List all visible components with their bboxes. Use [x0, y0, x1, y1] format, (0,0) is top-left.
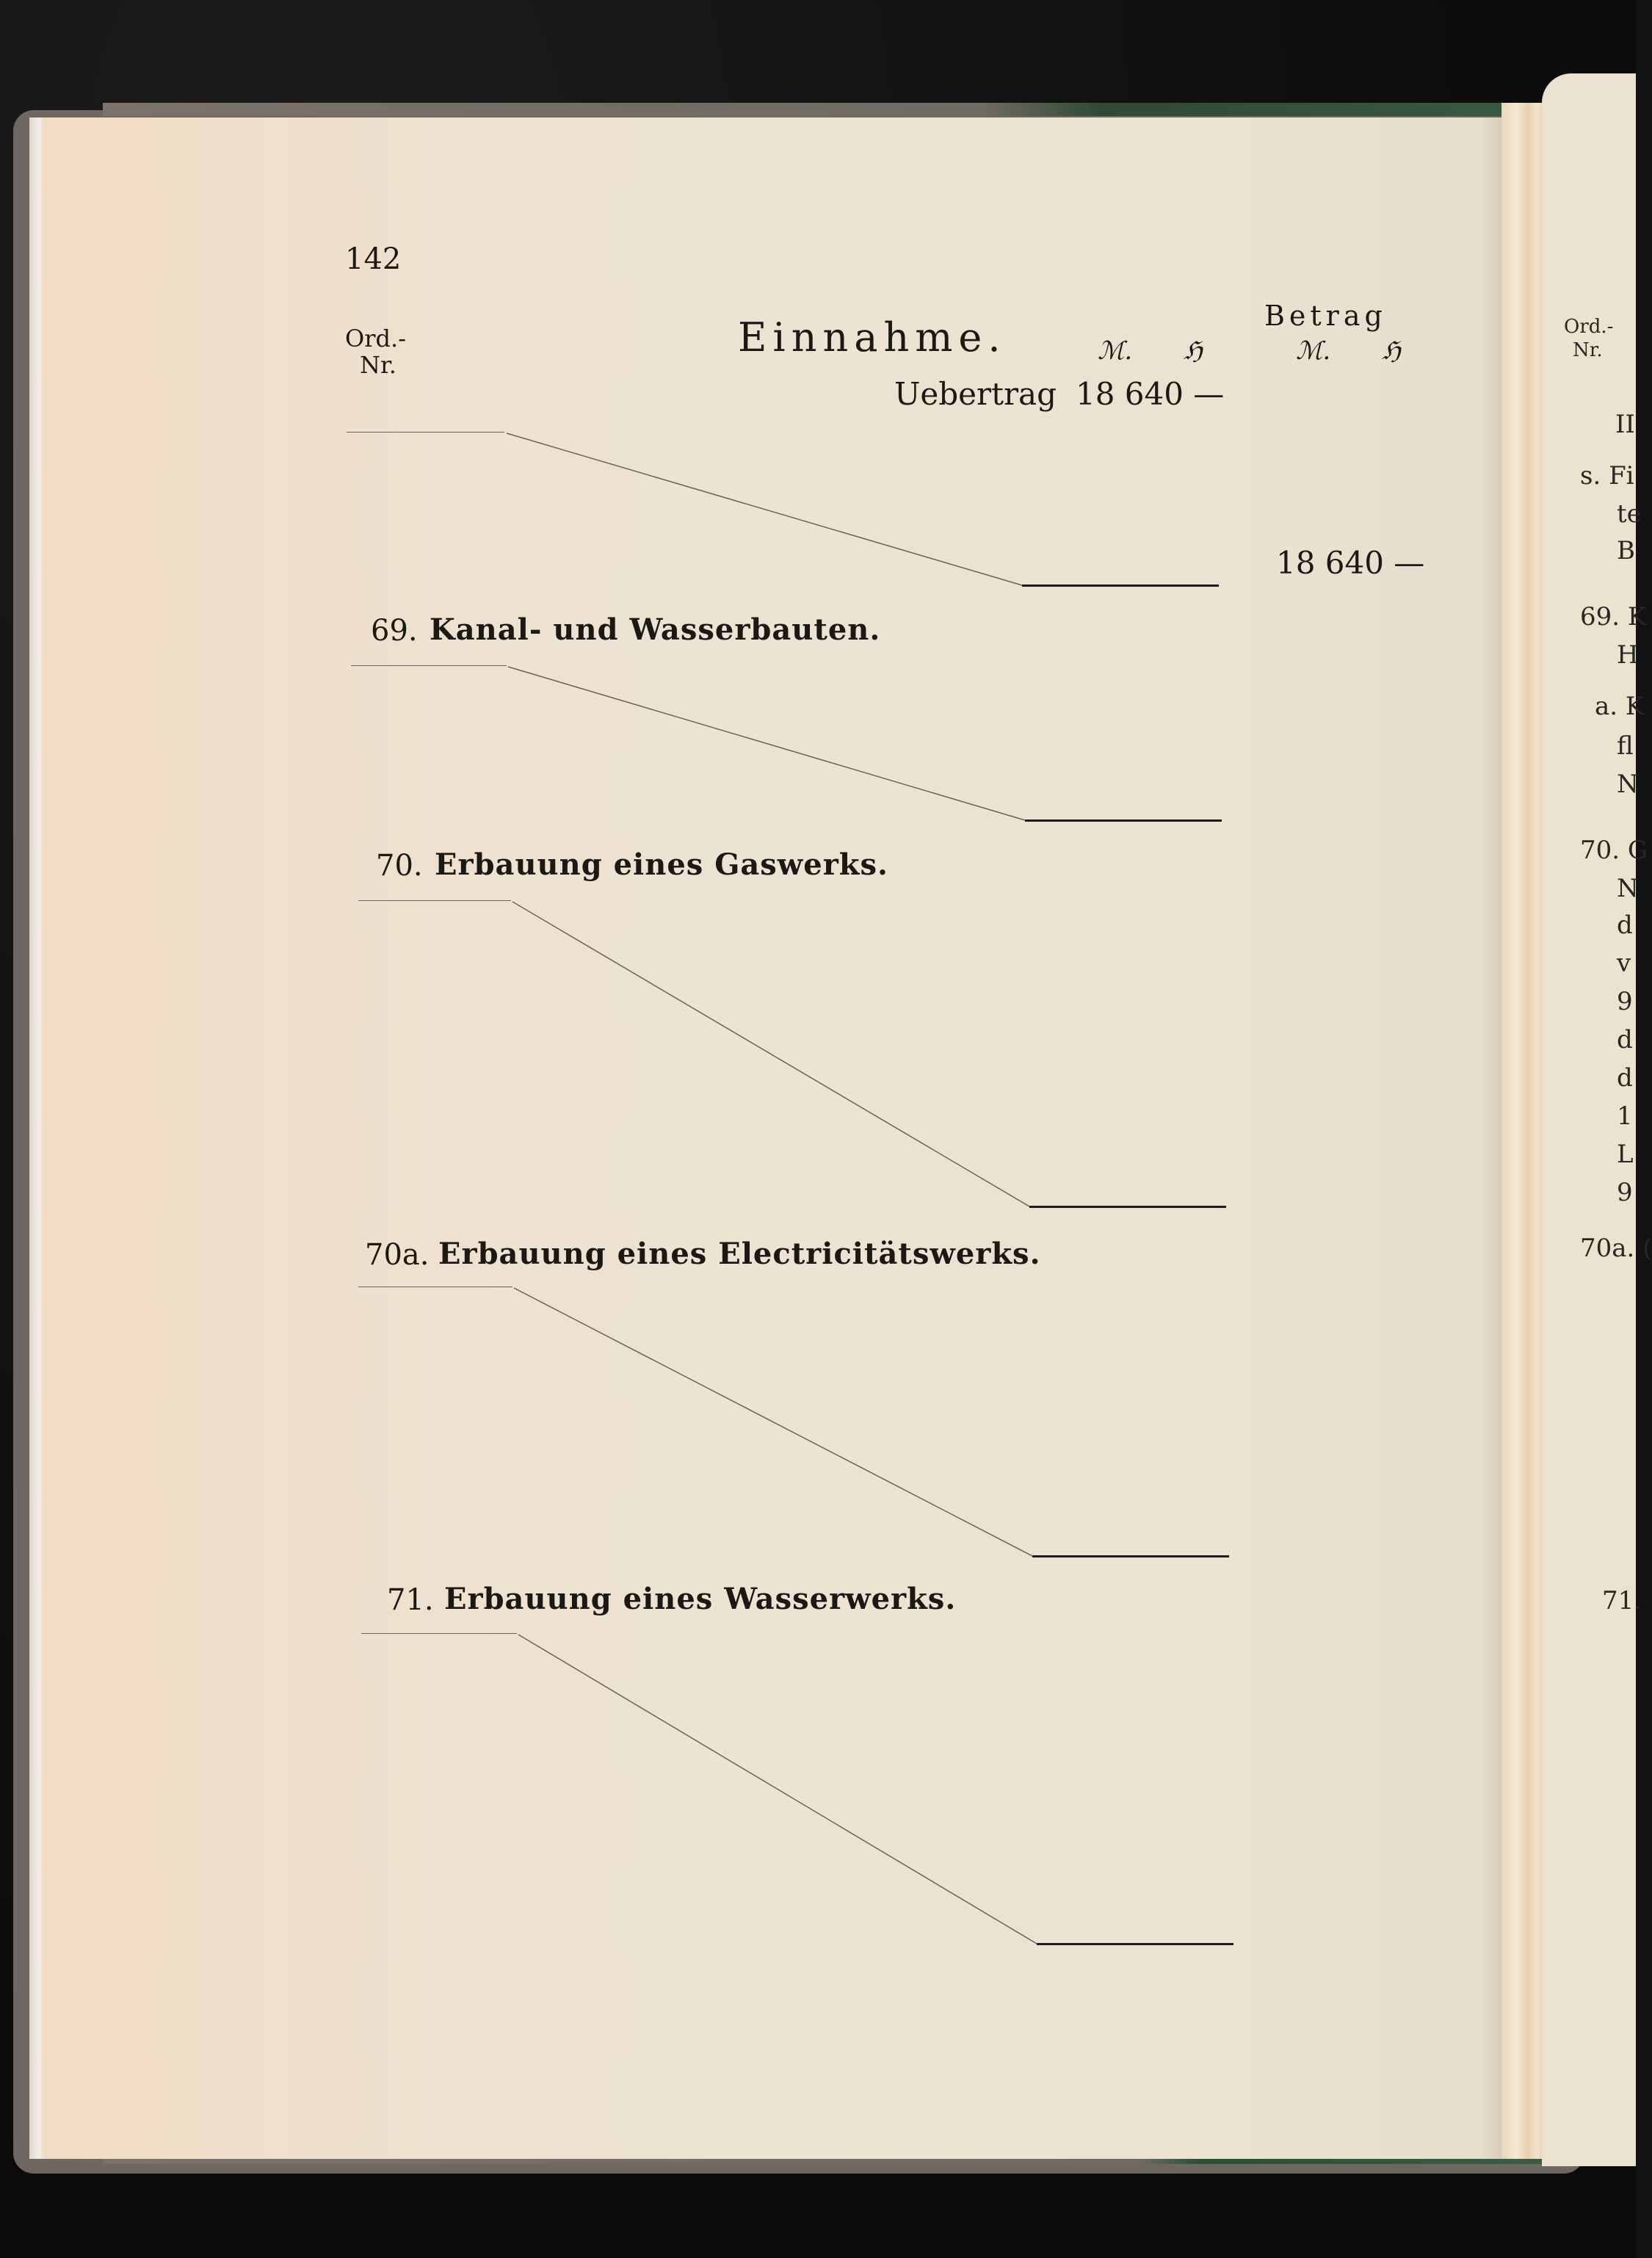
right-page-fragment: fl [1617, 731, 1634, 761]
right-page-fragment: d [1617, 1025, 1633, 1054]
right-page-fragment: H [1617, 640, 1639, 670]
right-page-fragment: 71. [1602, 1586, 1642, 1615]
short-rule [358, 900, 511, 901]
entry-number: 69. [371, 614, 418, 648]
total-value: 18 640 — [1276, 545, 1425, 581]
right-page-fragment: 1 [1617, 1101, 1633, 1131]
entry-number: 71. [387, 1583, 434, 1617]
right-page-nr-label: Nr. [1573, 339, 1603, 361]
entry-title: Erbauung eines Electricitätswerks. [438, 1237, 1041, 1271]
sum-rule [1032, 1555, 1229, 1557]
betrag-label: Betrag [1264, 300, 1387, 332]
page-number: 142 [345, 242, 402, 276]
short-rule [347, 432, 504, 433]
right-page-fragment: II [1615, 410, 1635, 439]
right-page-fragment: 70a. ( [1580, 1234, 1652, 1263]
left-page [43, 117, 1520, 2159]
ord-nr-label-line2: Nr. [360, 351, 396, 379]
right-page-fragment: s. Fi [1580, 461, 1634, 491]
entry-title: Erbauung eines Wasserwerks. [444, 1582, 957, 1616]
sum-rule [1029, 1206, 1226, 1208]
right-page-fragment: B [1617, 536, 1635, 565]
mark-column-label-right: ℳ. [1296, 336, 1331, 366]
entry-title: Kanal- und Wasserbauten. [430, 612, 881, 647]
cover-edge-top [103, 103, 1571, 116]
right-page-fragment: 69. K [1580, 602, 1647, 632]
uebertrag-value: 18 640 — [1076, 376, 1225, 412]
right-page-fragment: a. K [1595, 692, 1645, 721]
right-page-fragment: d [1617, 1063, 1633, 1093]
entry-number: 70a. [365, 1238, 430, 1272]
short-rule [351, 665, 507, 666]
uebertrag-label: Uebertrag [894, 376, 1057, 412]
right-page [1542, 73, 1652, 2166]
right-page-ord-label: Ord.- [1564, 316, 1614, 338]
mark-column-label-left: ℳ. [1098, 336, 1133, 366]
sum-rule [1025, 819, 1222, 822]
right-page-fragment: 9 [1617, 987, 1633, 1016]
right-page-fragment: 70. G [1580, 836, 1648, 865]
short-rule [361, 1633, 517, 1634]
sum-rule [1022, 585, 1219, 587]
right-page-fragment: 9 [1617, 1178, 1633, 1207]
right-page-fragment: te [1617, 499, 1642, 529]
page-title: Einnahme. [738, 314, 1007, 361]
right-page-fragment: L [1617, 1140, 1634, 1169]
entry-number: 70. [376, 849, 423, 883]
ord-nr-label-line1: Ord.- [345, 325, 406, 352]
right-page-fragment: N [1617, 874, 1639, 903]
sum-rule [1037, 1943, 1233, 1945]
right-page-fragment: v [1617, 949, 1631, 978]
right-page-fragment: d [1617, 911, 1633, 940]
pfennig-column-label-left: ℌ [1184, 336, 1203, 366]
pfennig-column-label-right: ℌ [1382, 336, 1401, 366]
entry-title: Erbauung eines Gaswerks. [435, 847, 888, 882]
right-page-fragment: N [1617, 770, 1639, 799]
